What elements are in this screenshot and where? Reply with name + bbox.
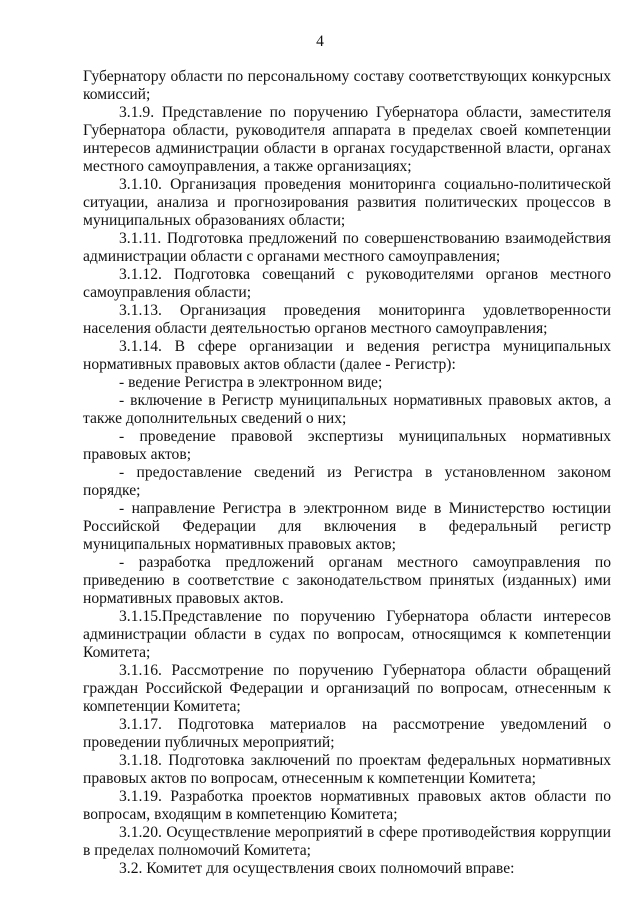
list-item-proposals: - разработка предложений органам местного самоуправления по приведению в соответствие с законодательством принятых (изданных) ими нормативных правовых актов. — [83, 554, 611, 607]
page-number: 4 — [316, 33, 324, 50]
paragraph-3-2: 3.2. Комитет для осуществления своих полномочий вправе: — [119, 860, 515, 877]
list-item-registry-transfer: - направление Регистра в электронном виде в Министерство юстиции Российской Федерации для включения в федеральный регистр муниципальных нормативных правовых актов; — [83, 500, 611, 553]
paragraph-3-1-14: 3.1.14. В сфере организации и ведения регистра муниципальных нормативных правовых актов области (далее - Регистр): — [83, 338, 611, 373]
paragraph-3-1-17: 3.1.17. Подготовка материалов на рассмотрение уведомлений о проведении публичных мероприятий; — [83, 716, 611, 751]
paragraph-3-1-10: 3.1.10. Организация проведения мониторинга социально-политической ситуации, анализа и прогнозирования развития политических процессов в муниципальных образованиях области; — [83, 176, 611, 229]
paragraph-continuation: Губернатору области по персональному составу соответствующих конкурсных комиссий; — [83, 68, 611, 103]
list-item-legal-expertise: - проведение правовой экспертизы муниципальных нормативных правовых актов; — [83, 428, 611, 463]
paragraph-3-1-18: 3.1.18. Подготовка заключений по проектам федеральных нормативных правовых актов по вопросам, отнесенным к компетенции Комитета; — [83, 752, 611, 787]
paragraph-3-1-12: 3.1.12. Подготовка совещаний с руководителями органов местного самоуправления области; — [83, 266, 611, 301]
paragraph-3-1-19: 3.1.19. Разработка проектов нормативных правовых актов области по вопросам, входящим в компетенцию Комитета; — [83, 788, 611, 823]
paragraph-3-1-15: 3.1.15.Представление по поручению Губернатора области интересов администрации области в судах по вопросам, относящимся к компетенции Комитета; — [83, 608, 611, 661]
paragraph-3-1-16: 3.1.16. Рассмотрение по поручению Губернатора области обращений граждан Российской Федерации и организаций по вопросам, отнесенным к компетенции Комитета; — [83, 662, 611, 715]
list-item-registry-inclusion: - включение в Регистр муниципальных нормативных правовых актов, а также дополнительных сведений о них; — [83, 392, 611, 427]
paragraph-3-1-13: 3.1.13. Организация проведения мониторинга удовлетворенности населения области деятельностью органов местного самоуправления; — [83, 302, 611, 337]
paragraph-3-1-9: 3.1.9. Представление по поручению Губернатора области, заместителя Губернатора области, руководителя аппарата в пределах своей компетенции интересов администрации области в органах государственной власти, органах местного самоуправления, а также организациях; — [83, 104, 611, 175]
document-body — [83, 68, 611, 878]
paragraph-3-1-11: 3.1.11. Подготовка предложений по совершенствованию взаимодействия администрации области с органами местного самоуправления; — [83, 230, 611, 265]
list-item-registry-electronic: - ведение Регистра в электронном виде; — [119, 374, 383, 391]
list-item-registry-info: - предоставление сведений из Регистра в установленном законом порядке; — [83, 464, 611, 499]
paragraph-3-1-20: 3.1.20. Осуществление мероприятий в сфере противодействия коррупции в пределах полномочий Комитета; — [83, 824, 611, 859]
